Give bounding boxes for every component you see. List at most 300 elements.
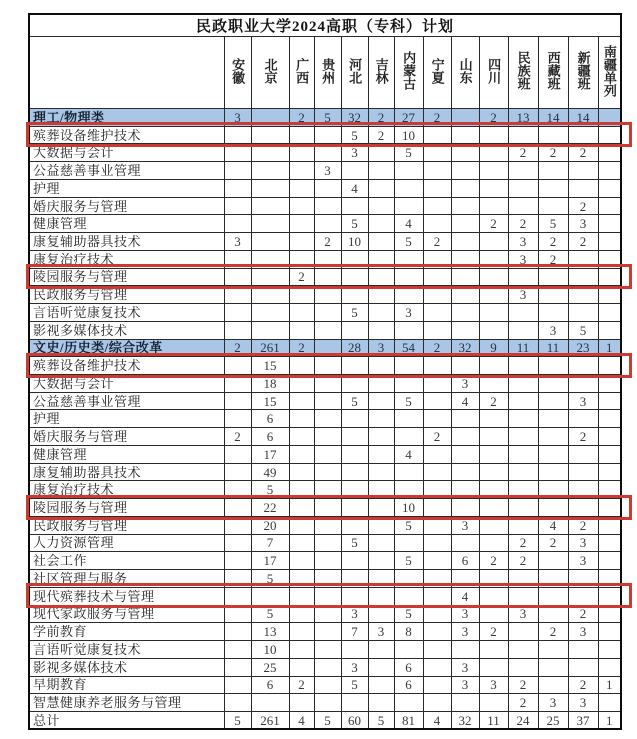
plan-count-cell: [368, 321, 394, 339]
plan-count-cell: 4: [423, 711, 451, 729]
plan-count-cell: [479, 516, 508, 534]
plan-count-cell: 3: [451, 658, 479, 676]
plan-count-cell: 60: [341, 711, 368, 729]
plan-count-cell: 2: [568, 676, 598, 694]
plan-count-cell: 261: [251, 711, 289, 729]
major-name-cell: 早期教育: [29, 676, 224, 694]
plan-count-cell: [451, 321, 479, 339]
plan-count-cell: [423, 587, 451, 605]
plan-count-cell: [368, 357, 394, 375]
column-header-label: 北京: [262, 57, 278, 84]
plan-count-cell: [598, 392, 621, 410]
major-name-cell: 社会工作: [29, 552, 224, 570]
plan-count-cell: [224, 516, 251, 534]
plan-count-cell: [598, 552, 621, 570]
plan-count-cell: [479, 162, 508, 180]
enrollment-table-wrap: [28, 13, 622, 730]
plan-count-cell: [423, 481, 451, 499]
plan-count-cell: [568, 658, 598, 676]
column-header-label: 民族班: [515, 51, 531, 90]
plan-count-cell: [479, 658, 508, 676]
plan-count-cell: [598, 428, 621, 446]
plan-count-cell: 2: [479, 215, 508, 233]
plan-count-cell: [568, 126, 598, 144]
plan-count-cell: 14: [568, 109, 598, 127]
plan-count-cell: [423, 499, 451, 517]
plan-count-cell: [598, 570, 621, 588]
plan-count-cell: [538, 499, 568, 517]
plan-count-cell: [508, 162, 538, 180]
plan-count-cell: 2: [538, 250, 568, 268]
plan-count-cell: [508, 357, 538, 375]
plan-count-cell: [508, 392, 538, 410]
plan-count-cell: [598, 268, 621, 286]
plan-count-cell: 7: [341, 623, 368, 641]
plan-count-cell: [341, 375, 368, 393]
plan-count-cell: [394, 321, 423, 339]
plan-count-cell: [289, 410, 314, 428]
major-name-cell: 言语听觉康复技术: [29, 641, 224, 659]
plan-count-cell: 6: [251, 428, 289, 446]
plan-count-cell: 2: [538, 144, 568, 162]
plan-count-cell: [289, 286, 314, 304]
plan-count-cell: [289, 445, 314, 463]
plan-count-cell: [251, 144, 289, 162]
plan-count-cell: [314, 215, 341, 233]
plan-count-cell: 2: [289, 676, 314, 694]
plan-count-cell: [341, 463, 368, 481]
plan-count-cell: 2: [508, 676, 538, 694]
plan-count-cell: [224, 534, 251, 552]
plan-count-cell: [251, 304, 289, 322]
plan-count-cell: [394, 587, 423, 605]
plan-count-cell: [479, 694, 508, 712]
plan-count-cell: [568, 587, 598, 605]
plan-count-cell: [368, 179, 394, 197]
plan-count-cell: [568, 499, 598, 517]
plan-count-cell: 2: [289, 268, 314, 286]
plan-count-cell: 54: [394, 339, 423, 357]
plan-count-cell: [451, 144, 479, 162]
major-name-cell: 陵园服务与管理: [29, 499, 224, 517]
plan-count-cell: [538, 126, 568, 144]
plan-count-cell: [423, 179, 451, 197]
plan-count-cell: 2: [224, 339, 251, 357]
plan-count-cell: 5: [368, 711, 394, 729]
plan-count-cell: [423, 162, 451, 180]
plan-count-cell: [508, 587, 538, 605]
column-header-label: 新疆班: [575, 51, 591, 90]
plan-count-cell: [538, 392, 568, 410]
plan-count-cell: 24: [508, 711, 538, 729]
table-row: [29, 463, 621, 481]
plan-count-cell: [423, 676, 451, 694]
table-row: [29, 676, 621, 694]
plan-count-cell: [224, 126, 251, 144]
plan-count-cell: [289, 694, 314, 712]
plan-count-cell: [598, 250, 621, 268]
plan-count-cell: [368, 445, 394, 463]
plan-count-cell: [479, 499, 508, 517]
plan-count-cell: 3: [479, 676, 508, 694]
major-name-cell: 康复治疗技术: [29, 250, 224, 268]
plan-count-cell: [479, 463, 508, 481]
plan-count-cell: [394, 641, 423, 659]
plan-count-cell: [341, 694, 368, 712]
plan-count-cell: [224, 676, 251, 694]
plan-count-cell: [423, 321, 451, 339]
plan-count-cell: [598, 534, 621, 552]
table-row: [29, 445, 621, 463]
plan-count-cell: [314, 516, 341, 534]
plan-count-cell: [224, 410, 251, 428]
plan-count-cell: 2: [568, 428, 598, 446]
plan-count-cell: [508, 445, 538, 463]
major-name-cell: 公益慈善事业管理: [29, 162, 224, 180]
plan-count-cell: 2: [479, 392, 508, 410]
table-row: [29, 552, 621, 570]
plan-count-cell: [508, 623, 538, 641]
plan-count-cell: 3: [224, 233, 251, 251]
plan-count-cell: [598, 375, 621, 393]
plan-count-cell: [598, 445, 621, 463]
plan-count-cell: [538, 286, 568, 304]
plan-count-cell: [568, 162, 598, 180]
plan-count-cell: 5: [341, 392, 368, 410]
plan-count-cell: [423, 516, 451, 534]
table-row: [29, 375, 621, 393]
plan-count-cell: [538, 641, 568, 659]
plan-count-cell: 1: [598, 676, 621, 694]
plan-count-cell: [289, 534, 314, 552]
plan-count-cell: [289, 126, 314, 144]
plan-count-cell: 2: [423, 428, 451, 446]
plan-count-cell: [289, 570, 314, 588]
column-header: [341, 37, 368, 109]
plan-count-cell: [538, 570, 568, 588]
plan-count-cell: [314, 587, 341, 605]
plan-count-cell: 22: [251, 499, 289, 517]
plan-count-cell: [368, 516, 394, 534]
plan-count-cell: [314, 445, 341, 463]
plan-count-cell: [479, 197, 508, 215]
plan-count-cell: [451, 534, 479, 552]
plan-count-cell: [251, 126, 289, 144]
plan-count-cell: 3: [368, 339, 394, 357]
plan-count-cell: 17: [251, 552, 289, 570]
plan-count-cell: [423, 445, 451, 463]
major-name-cell: 大数据与会计: [29, 144, 224, 162]
plan-count-cell: [451, 570, 479, 588]
column-header: [479, 37, 508, 109]
plan-count-cell: [538, 375, 568, 393]
plan-count-cell: 6: [394, 658, 423, 676]
plan-count-cell: [451, 233, 479, 251]
plan-count-cell: [508, 304, 538, 322]
plan-count-cell: [341, 321, 368, 339]
major-name-cell: 健康管理: [29, 445, 224, 463]
table-row: [29, 711, 621, 729]
plan-count-cell: [423, 375, 451, 393]
plan-count-cell: 81: [394, 711, 423, 729]
table-row: [29, 162, 621, 180]
plan-count-cell: [314, 694, 341, 712]
plan-count-cell: [423, 641, 451, 659]
plan-count-cell: [538, 463, 568, 481]
plan-count-cell: 3: [508, 286, 538, 304]
plan-count-cell: [289, 481, 314, 499]
plan-count-cell: [289, 552, 314, 570]
plan-count-cell: 2: [568, 144, 598, 162]
plan-count-cell: [479, 587, 508, 605]
plan-count-cell: [314, 641, 341, 659]
plan-count-cell: [224, 250, 251, 268]
major-name-cell: 康复辅助器具技术: [29, 233, 224, 251]
plan-count-cell: 32: [341, 109, 368, 127]
title-row: [29, 14, 621, 37]
plan-count-cell: [314, 658, 341, 676]
plan-count-cell: 5: [394, 392, 423, 410]
plan-count-cell: [224, 268, 251, 286]
plan-count-cell: [451, 197, 479, 215]
plan-count-cell: [314, 570, 341, 588]
plan-count-cell: [568, 410, 598, 428]
plan-count-cell: [341, 268, 368, 286]
major-name-cell: 康复治疗技术: [29, 481, 224, 499]
plan-count-cell: 3: [451, 605, 479, 623]
plan-count-cell: [451, 481, 479, 499]
plan-count-cell: [368, 286, 394, 304]
plan-count-cell: 5: [251, 605, 289, 623]
plan-count-cell: [423, 570, 451, 588]
plan-count-cell: [451, 109, 479, 127]
column-header-label: 四川: [486, 57, 502, 84]
plan-count-cell: 2: [568, 516, 598, 534]
plan-count-cell: [224, 587, 251, 605]
plan-count-cell: [451, 428, 479, 446]
plan-count-cell: [451, 268, 479, 286]
table-row: [29, 144, 621, 162]
plan-count-cell: [314, 126, 341, 144]
plan-count-cell: 6: [251, 676, 289, 694]
plan-count-cell: [368, 144, 394, 162]
plan-count-cell: [224, 694, 251, 712]
plan-count-cell: 2: [314, 233, 341, 251]
plan-count-cell: [568, 304, 598, 322]
plan-count-cell: [368, 304, 394, 322]
column-header-label: 内蒙古: [401, 51, 417, 90]
plan-count-cell: 3: [568, 392, 598, 410]
plan-count-cell: [479, 605, 508, 623]
column-header: [423, 37, 451, 109]
plan-count-cell: [423, 197, 451, 215]
column-header-label: 吉林: [373, 57, 389, 84]
plan-count-cell: [423, 286, 451, 304]
plan-count-cell: [289, 215, 314, 233]
plan-count-cell: [251, 197, 289, 215]
plan-count-cell: 5: [341, 126, 368, 144]
plan-count-cell: 4: [394, 445, 423, 463]
table-row: [29, 587, 621, 605]
plan-count-cell: [568, 570, 598, 588]
plan-count-cell: 2: [538, 534, 568, 552]
plan-count-cell: [224, 162, 251, 180]
plan-count-cell: [598, 658, 621, 676]
plan-count-cell: [479, 570, 508, 588]
table-row: [29, 215, 621, 233]
plan-count-cell: [368, 676, 394, 694]
plan-count-cell: 18: [251, 375, 289, 393]
table-row: [29, 250, 621, 268]
column-header: [394, 37, 423, 109]
column-header-label: 广西: [294, 57, 310, 84]
plan-count-cell: [368, 570, 394, 588]
major-name-cell: 言语听觉康复技术: [29, 304, 224, 322]
plan-count-cell: 5: [568, 321, 598, 339]
plan-count-cell: [508, 197, 538, 215]
plan-count-cell: 2: [368, 109, 394, 127]
plan-count-cell: [341, 162, 368, 180]
plan-count-cell: [394, 410, 423, 428]
plan-count-cell: 23: [568, 339, 598, 357]
plan-count-cell: [451, 179, 479, 197]
plan-count-cell: [598, 516, 621, 534]
plan-count-cell: [289, 658, 314, 676]
plan-count-cell: [224, 357, 251, 375]
plan-count-cell: [289, 233, 314, 251]
major-name-cell: 殡葬设备维护技术: [29, 126, 224, 144]
major-name-cell: 民政服务与管理: [29, 286, 224, 304]
plan-count-cell: [341, 587, 368, 605]
plan-count-cell: [289, 587, 314, 605]
major-name-cell: 人力资源管理: [29, 534, 224, 552]
plan-count-cell: [289, 162, 314, 180]
plan-count-cell: 2: [289, 339, 314, 357]
plan-count-cell: 4: [341, 179, 368, 197]
plan-count-cell: [289, 197, 314, 215]
plan-count-cell: [451, 215, 479, 233]
plan-count-cell: [538, 605, 568, 623]
plan-count-cell: [394, 162, 423, 180]
plan-count-cell: [479, 375, 508, 393]
plan-count-cell: 2: [479, 623, 508, 641]
plan-count-cell: [224, 499, 251, 517]
plan-count-cell: [341, 286, 368, 304]
section-header-row: [29, 109, 621, 127]
plan-count-cell: [538, 197, 568, 215]
major-name-cell: 民政服务与管理: [29, 516, 224, 534]
plan-count-cell: [314, 428, 341, 446]
plan-count-cell: 4: [289, 711, 314, 729]
plan-count-cell: 5: [394, 144, 423, 162]
plan-count-cell: [341, 516, 368, 534]
plan-count-cell: [479, 250, 508, 268]
plan-count-cell: 5: [251, 481, 289, 499]
plan-count-cell: 17: [251, 445, 289, 463]
plan-count-cell: 7: [251, 534, 289, 552]
plan-count-cell: [479, 357, 508, 375]
plan-count-cell: [479, 126, 508, 144]
column-header-label: 西藏班: [545, 51, 561, 90]
plan-count-cell: 3: [508, 233, 538, 251]
column-header: [568, 37, 598, 109]
plan-count-cell: 6: [251, 410, 289, 428]
plan-count-cell: 2: [479, 552, 508, 570]
plan-count-cell: [224, 392, 251, 410]
plan-count-cell: [451, 445, 479, 463]
plan-count-cell: [479, 410, 508, 428]
plan-count-cell: [289, 144, 314, 162]
plan-count-cell: [423, 410, 451, 428]
plan-count-cell: [251, 162, 289, 180]
plan-count-cell: 3: [568, 694, 598, 712]
table-row: [29, 499, 621, 517]
plan-count-cell: [538, 357, 568, 375]
plan-count-cell: [598, 605, 621, 623]
plan-count-cell: 5: [394, 233, 423, 251]
plan-count-cell: [508, 375, 538, 393]
plan-count-cell: [479, 304, 508, 322]
plan-count-cell: 10: [394, 499, 423, 517]
plan-count-cell: [394, 197, 423, 215]
plan-count-cell: 2: [423, 339, 451, 357]
plan-count-cell: [538, 410, 568, 428]
plan-count-cell: [314, 250, 341, 268]
plan-count-cell: 27: [394, 109, 423, 127]
section-label: 文史/历史类/综合改革: [29, 339, 224, 357]
plan-count-cell: [598, 463, 621, 481]
plan-count-cell: [224, 304, 251, 322]
plan-count-cell: [251, 233, 289, 251]
plan-count-cell: [314, 144, 341, 162]
plan-count-cell: [598, 357, 621, 375]
plan-count-cell: [451, 499, 479, 517]
plan-count-cell: [423, 534, 451, 552]
plan-count-cell: [423, 463, 451, 481]
plan-count-cell: [451, 410, 479, 428]
plan-count-cell: [368, 250, 394, 268]
plan-count-cell: [598, 109, 621, 127]
plan-count-cell: 5: [394, 605, 423, 623]
plan-count-cell: [341, 481, 368, 499]
plan-count-cell: [508, 516, 538, 534]
table-body: [29, 109, 621, 730]
plan-count-cell: 3: [568, 552, 598, 570]
plan-count-cell: [423, 605, 451, 623]
plan-count-cell: [394, 534, 423, 552]
plan-count-cell: 5: [394, 516, 423, 534]
plan-count-cell: [341, 250, 368, 268]
plan-count-cell: [568, 481, 598, 499]
plan-count-cell: 2: [568, 197, 598, 215]
plan-count-cell: 4: [451, 587, 479, 605]
plan-count-cell: 2: [368, 126, 394, 144]
plan-count-cell: [341, 410, 368, 428]
plan-count-cell: [224, 641, 251, 659]
plan-count-cell: 4: [538, 516, 568, 534]
plan-count-cell: [508, 570, 538, 588]
plan-count-cell: [394, 375, 423, 393]
table-head: [29, 14, 621, 109]
plan-count-cell: 8: [394, 623, 423, 641]
plan-count-cell: 20: [251, 516, 289, 534]
plan-count-cell: 5: [251, 570, 289, 588]
plan-count-cell: [451, 286, 479, 304]
plan-count-cell: 32: [451, 339, 479, 357]
plan-count-cell: [423, 268, 451, 286]
plan-count-cell: [568, 268, 598, 286]
plan-count-cell: 3: [314, 162, 341, 180]
